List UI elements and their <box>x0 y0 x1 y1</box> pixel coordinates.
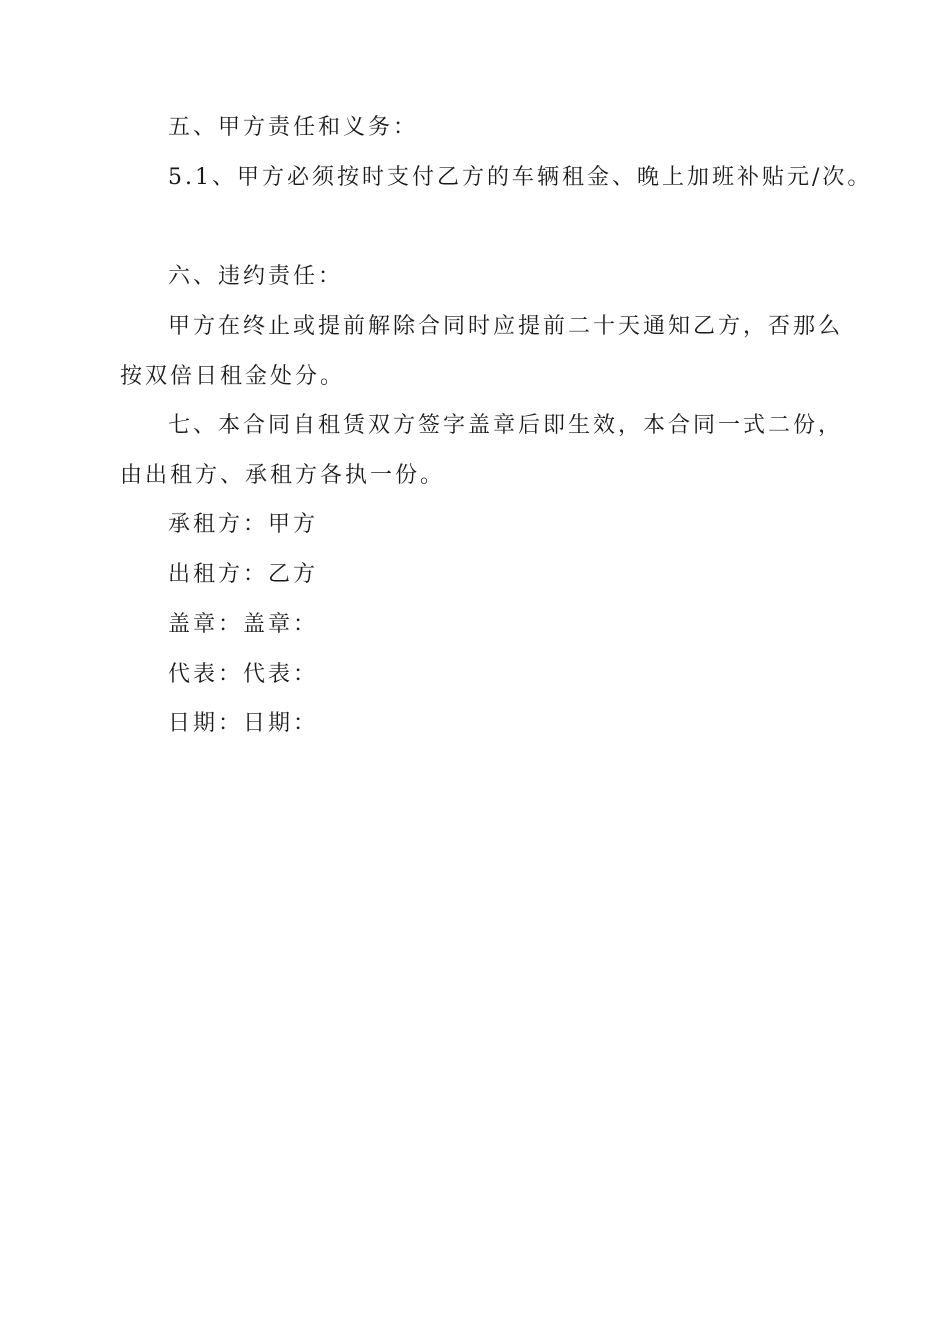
section-5-heading: 五、甲方责任和义务： <box>168 115 419 140</box>
section-7-paragraph-line-1: 七、本合同自租赁双方签字盖章后即生效，本合同一式二份， <box>168 413 844 438</box>
date-line: 日期：日期： <box>168 711 319 736</box>
section-6-paragraph-line-1: 甲方在终止或提前解除合同时应提前二十天通知乙方，否那么 <box>168 314 844 339</box>
section-6-paragraph-line-2: 按双倍日租金处分。 <box>120 364 346 389</box>
lessee-line: 承租方：甲方 <box>168 512 319 537</box>
section-6-heading: 六、违约责任： <box>168 264 344 289</box>
section-7-paragraph-line-2: 由出租方、承租方各执一份。 <box>120 463 446 488</box>
seal-line: 盖章：盖章： <box>168 612 319 637</box>
section-5-1-clause: 5.1、甲方必须按时支付乙方的车辆租金、晚上加班补贴元/次。 <box>168 165 873 190</box>
representative-line: 代表：代表： <box>168 662 319 687</box>
lessor-line: 出租方：乙方 <box>168 562 319 587</box>
